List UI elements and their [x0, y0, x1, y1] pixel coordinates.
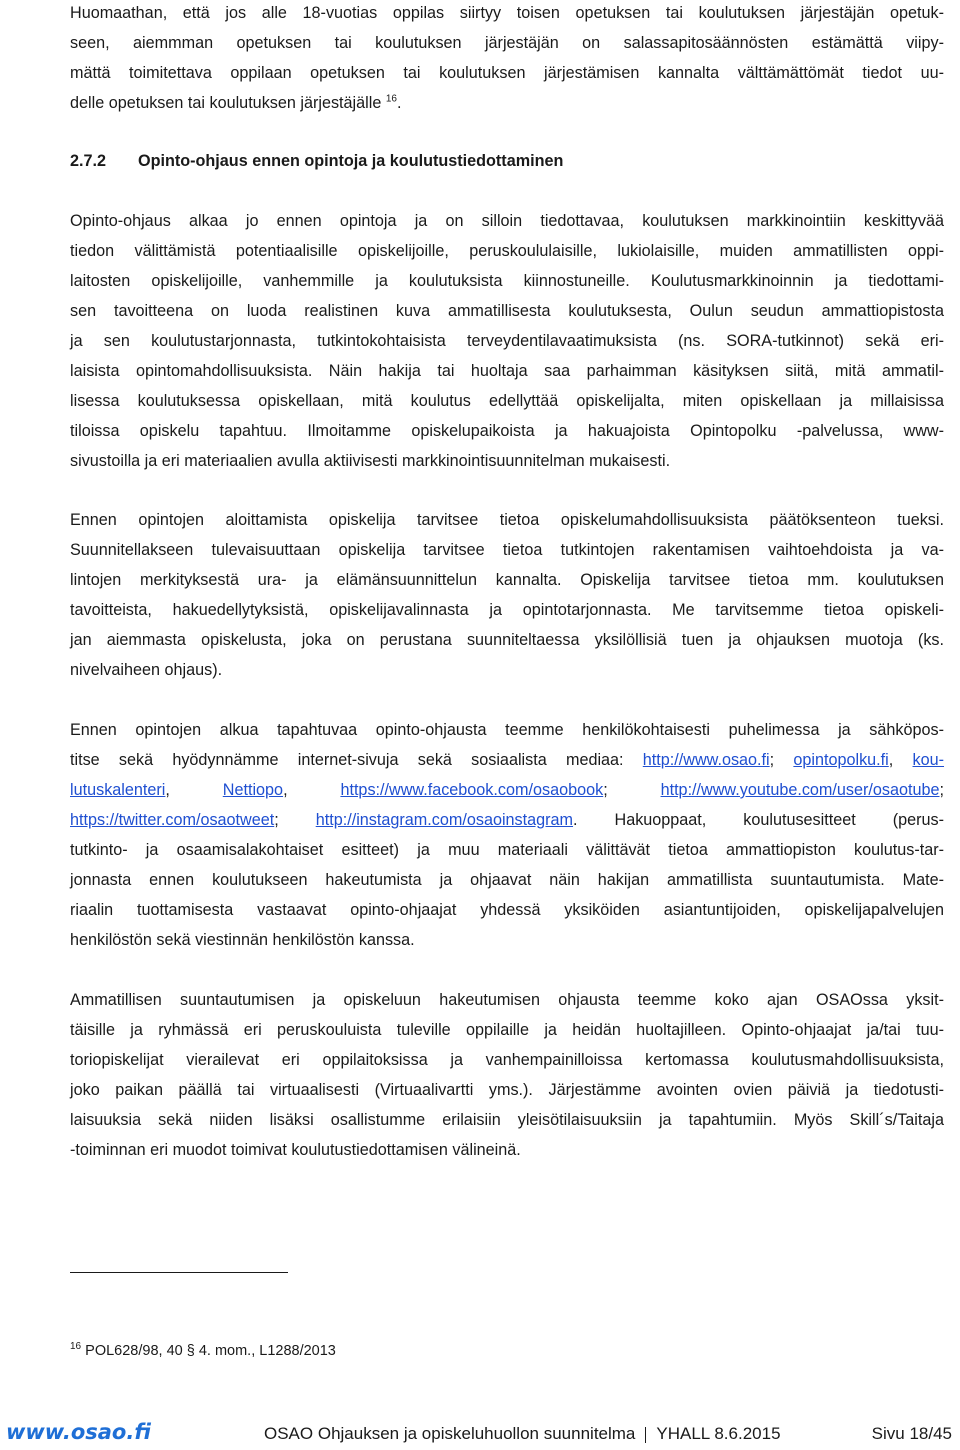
intro-line: Huomaathan, että jos alle 18-vuotias oppilas siirtyy toisen opetuksen tai koulutuksen järjestäjän opetuk-: [70, 4, 944, 22]
paragraph-line-links: titse sekä hyödynnämme internet-sivuja sekä sosiaalista mediaa: http://www.osao.fi; opintopolku.fi, kou-: [70, 751, 945, 769]
paragraph-line: ja sen koulutustarjonnasta, tutkintokohtaisista terveydentilavaatimuksista (ns. SORA-tutkinnot) sekä eri-: [70, 332, 944, 350]
link-youtube[interactable]: http://www.youtube.com/user/osaotube: [660, 781, 940, 799]
link-opintopolku[interactable]: opintopolku.fi: [793, 751, 889, 769]
link-nettiopo[interactable]: Nettiopo: [222, 781, 284, 799]
paragraph-line: Ennen opintojen alkua tapahtuvaa opinto-ohjausta teemme henkilökohtaisesti puhelimessa ja sähköpos-: [70, 721, 944, 739]
page-footer: [0, 1420, 960, 1450]
paragraph-line: laisuuksia sekä niiden lisäksi osallistumme erilaisiin yleisötilaisuuksiin ja tapahtumiin. Myös Skill´s/Taitaja: [70, 1111, 944, 1129]
link-facebook[interactable]: https://www.facebook.com/osaobook: [340, 781, 604, 799]
footnote: [70, 1340, 336, 1362]
paragraph-line: lisessa koulutuksessa opiskellaan, mitä koulutus edellyttää opiskelijalta, miten opiskellaan ja millaisissa: [70, 392, 944, 410]
paragraph-line: Opinto-ohjaus alkaa jo ennen opintoja ja on silloin tiedottavaa, koulutuksen markkinointiin keskittyvää: [70, 212, 944, 230]
footnote-divider: [70, 1272, 288, 1273]
paragraph-line: tiedon välittämistä potentiaalisille opiskelijoille, peruskoululaisille, lukiolaisille, muiden ammatillisten oppi-: [70, 242, 944, 260]
footer-page-number: Sivu 18/45: [871, 1424, 952, 1443]
paragraph-line: jonnasta ennen koulutukseen hakeutumista ja ohjaavat näin hakijan ammatillista suuntautumista. Mate-: [70, 871, 944, 889]
intro-line: mättä toimitettava oppilaan opetuksen tai koulutuksen järjestämisen kannalta välttämättömät tiedot uu-: [70, 64, 944, 82]
link-koulutuskalenteri[interactable]: kou-: [912, 751, 945, 769]
paragraph-line: -toiminnan eri muodot toimivat koulutustiedottamisen välineinä.: [70, 1141, 521, 1159]
paragraph-line: tavoitteista, hakuedellytyksistä, opiskelijavalinnasta ja opintotarjonnasta. Me tarvitsemme tietoa opiskeli-: [70, 601, 944, 619]
paragraph-line: Ammatillisen suuntautumisen ja opiskeluun hakeutumisen ohjausta teemme koko ajan OSAOssa yksit-: [70, 991, 944, 1009]
footer-separator: [645, 1427, 646, 1443]
link-twitter[interactable]: https://twitter.com/osaotweet: [70, 811, 275, 829]
paragraph-line: sivustoilla ja eri materiaalien avulla aktiivisesti markkinointisuunnitelman mukaisesti.: [70, 452, 671, 470]
section-title: Opinto-ohjaus ennen opintoja ja koulutustiedottaminen: [138, 152, 564, 170]
footer-document-title: OSAO Ohjauksen ja opiskeluhuollon suunnitelma: [264, 1424, 636, 1443]
paragraph-line: riaalin tuottamisesta vastaavat opinto-ohjaajat yhdessä yksiköiden asiantuntijoiden, opiskelijapalvelujen: [70, 901, 944, 919]
footnote-marker: 16: [70, 1341, 82, 1353]
footer-unit-date: YHALL 8.6.2015: [656, 1424, 781, 1443]
link-osao[interactable]: http://www.osao.fi: [642, 751, 770, 769]
footer-site-logo[interactable]: www.osao.fi: [6, 1420, 151, 1444]
footer-document-info: [264, 1424, 781, 1444]
paragraph-line: laisista opintomahdollisuuksista. Näin hakija tai huoltaja saa parhaimman käsityksen siitä, mitä ammatil-: [70, 362, 944, 380]
paragraph-line: henkilöstön sekä viestinnän henkilöstön kanssa.: [70, 931, 415, 949]
link-instagram[interactable]: http://instagram.com/osaoinstagram: [315, 811, 574, 829]
paragraph-line: laitosten opiskelijoille, vanhemmille ja koulutuksista kiinnostuneille. Koulutusmarkkinoinnin ja tiedottami-: [70, 272, 944, 290]
paragraph-line: lintojen merkityksestä ura- ja elämänsuunnittelun kannalta. Opiskelija tarvitsee tietoa mm. koulutuksen: [70, 571, 944, 589]
paragraph-line: Suunnitellakseen tulevaisuuttaan opiskelija tarvitsee tietoa tutkintojen rakentamisen vaihtoehdoista ja va-: [70, 541, 944, 559]
footnote-text: POL628/98, 40 § 4. mom., L1288/2013: [85, 1343, 336, 1359]
paragraph-line: jan aiemmasta opiskelusta, joka on perustana suunniteltaessa yksilöllisiä tuen ja ohjauksen muotoja (ks.: [70, 631, 944, 649]
paragraph-line-links: lutuskalenteri, Nettiopo, https://www.facebook.com/osaobook; http://www.youtube.com/user/osaotube;: [70, 781, 945, 799]
paragraph-line: tiloissa opiskelu tapahtuu. Ilmoitamme opiskelupaikoista ja hakuajoista Opintopolku -palvelussa, www-: [70, 422, 944, 440]
paragraph-line-links: https://twitter.com/osaotweet; http://instagram.com/osaoinstagram. Hakuoppaat, koulutusesitteet (perus-: [70, 811, 944, 829]
section-number: 2.7.2: [70, 152, 107, 170]
link-koulutuskalenteri[interactable]: lutuskalenteri: [70, 781, 166, 799]
intro-line: seen, aiemmman opetuksen tai koulutuksen järjestäjän on salassapitosäännösten estämättä viipy-: [70, 34, 944, 52]
paragraph-line: tutkinto- ja osaamisalakohtaiset esitteet) ja muu materiaali välittävät tietoa ammattiopiston koulutus-tar-: [70, 841, 944, 859]
intro-line-last: delle opetuksen tai koulutuksen järjestäjälle $^{16}$.: [70, 93, 402, 112]
footnote-reference[interactable]: 16: [385, 93, 397, 105]
paragraph-line: täisille ja ryhmässä eri peruskouluista tuleville oppilaille ja heidän huoltajilleen. Opinto-ohjaajat ja/tai tuu-: [70, 1021, 944, 1039]
paragraph-line: joko paikan päällä tai virtuaalisesti (Virtuaalivartti yms.). Järjestämme avointen ovien päiviä ja tiedotusti-: [70, 1081, 944, 1099]
paragraph-line: nivelvaiheen ohjaus).: [70, 661, 223, 679]
paragraph-line: toriopiskelijat vierailevat eri oppilaitoksissa ja vanhempainilloissa kertomassa koulutusmahdollisuuksista,: [70, 1051, 944, 1069]
paragraph-line: Ennen opintojen aloittamista opiskelija tarvitsee tietoa opiskelumahdollisuuksista päätöksenteon tueksi.: [70, 511, 944, 529]
paragraph-line: sen tavoitteena on luoda realistinen kuva ammatillisesta koulutuksesta, Oulun seudun ammattiopistosta: [70, 302, 944, 320]
section-heading: [70, 146, 563, 176]
